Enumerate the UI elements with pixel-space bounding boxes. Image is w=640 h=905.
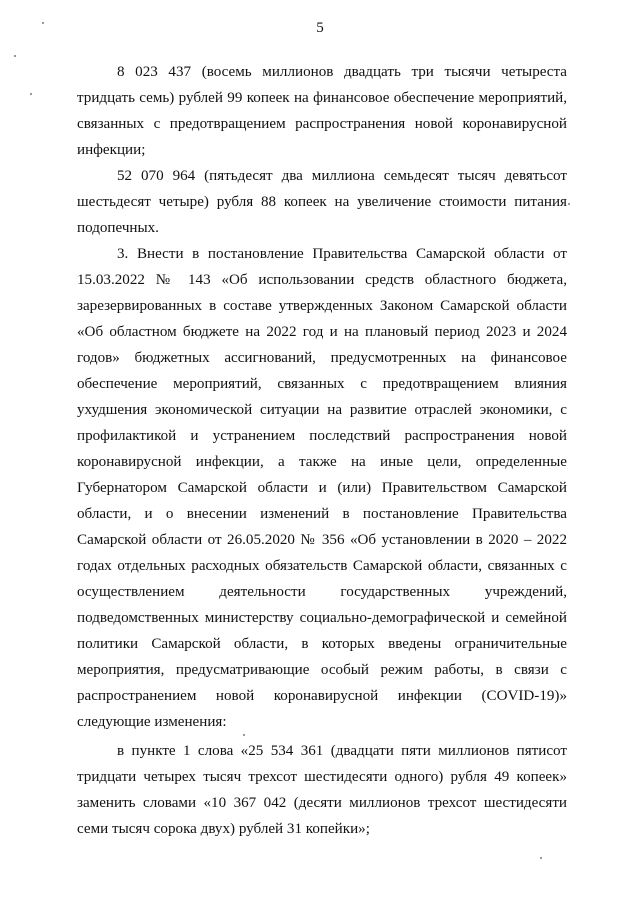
page-number: 5: [316, 20, 324, 36]
paragraph-food-cost: [77, 163, 567, 241]
scan-speck: [30, 93, 32, 95]
scan-speck: [243, 734, 245, 736]
scan-speck: [14, 55, 16, 57]
paragraph-point-1-change: [77, 738, 567, 842]
paragraph-text: 52 070 964 (пятьдесят два миллиона семьдесят тысяч девятьсот шестьдесят четыре) рубля 88 копеек на увеличение стоимости питания подопечных.: [77, 168, 567, 236]
paragraph-text: в пункте 1 слова «25 534 361 (двадцати пяти миллионов пятисот тридцати четырех тысяч трехсот шестидесяти одного) рубля 49 копеек» заменить словами «10 367 042 (десяти миллионов трехсот шестидесяти семи тысяч сорока двух) рублей 31 копейки»;: [77, 743, 567, 837]
paragraph-text: 3. Внести в постановление Правительства Самарской области от 15.03.2022 № 143 «Об использовании средств областного бюджета, зарезервированных в составе утвержденных Законом Самарской области «Об областном бюджете на 2022 год и на плановый период 2023 и 2024 годов» бюджетных ассигнований, предусмотренных на финансовое обеспечение мероприятий, связанных с предотвращением влияния ухудшения экономической ситуации на развитие отраслей экономики, с профилактикой и устранением последствий распространения новой коронавирусной инфекции, а также на иные цели, определенные Губернатором Самарской области и (или) Правительством Самарской области, и о внесении изменений в постановление Правительства Самарской области от 26.05.2020 № 356 «Об установлении в 2020 – 2022 годах отдельных расходных обязательств Самарской области, связанных с осуществлением деятельности государственных учреждений, подведомственных министерству социально-демографической и семейной политики Самарской области, в которых введены ограничительные мероприятия, предусматривающие особый режим работы, в связи с распространением новой коронавирусной инфекции (COVID-19)» следующие изменения:: [77, 246, 567, 730]
scan-speck: [540, 857, 542, 859]
scan-speck: [568, 203, 570, 205]
paragraph-text: 8 023 437 (восемь миллионов двадцать три тысячи четыреста тридцать семь) рублей 99 копеек на финансовое обеспечение мероприятий, связанных с предотвращением распространения новой коронавирусной инфекции;: [77, 64, 567, 158]
scan-speck: [42, 22, 44, 24]
paragraph-item-3: [77, 241, 567, 735]
paragraph-financing-measures: [77, 59, 567, 163]
